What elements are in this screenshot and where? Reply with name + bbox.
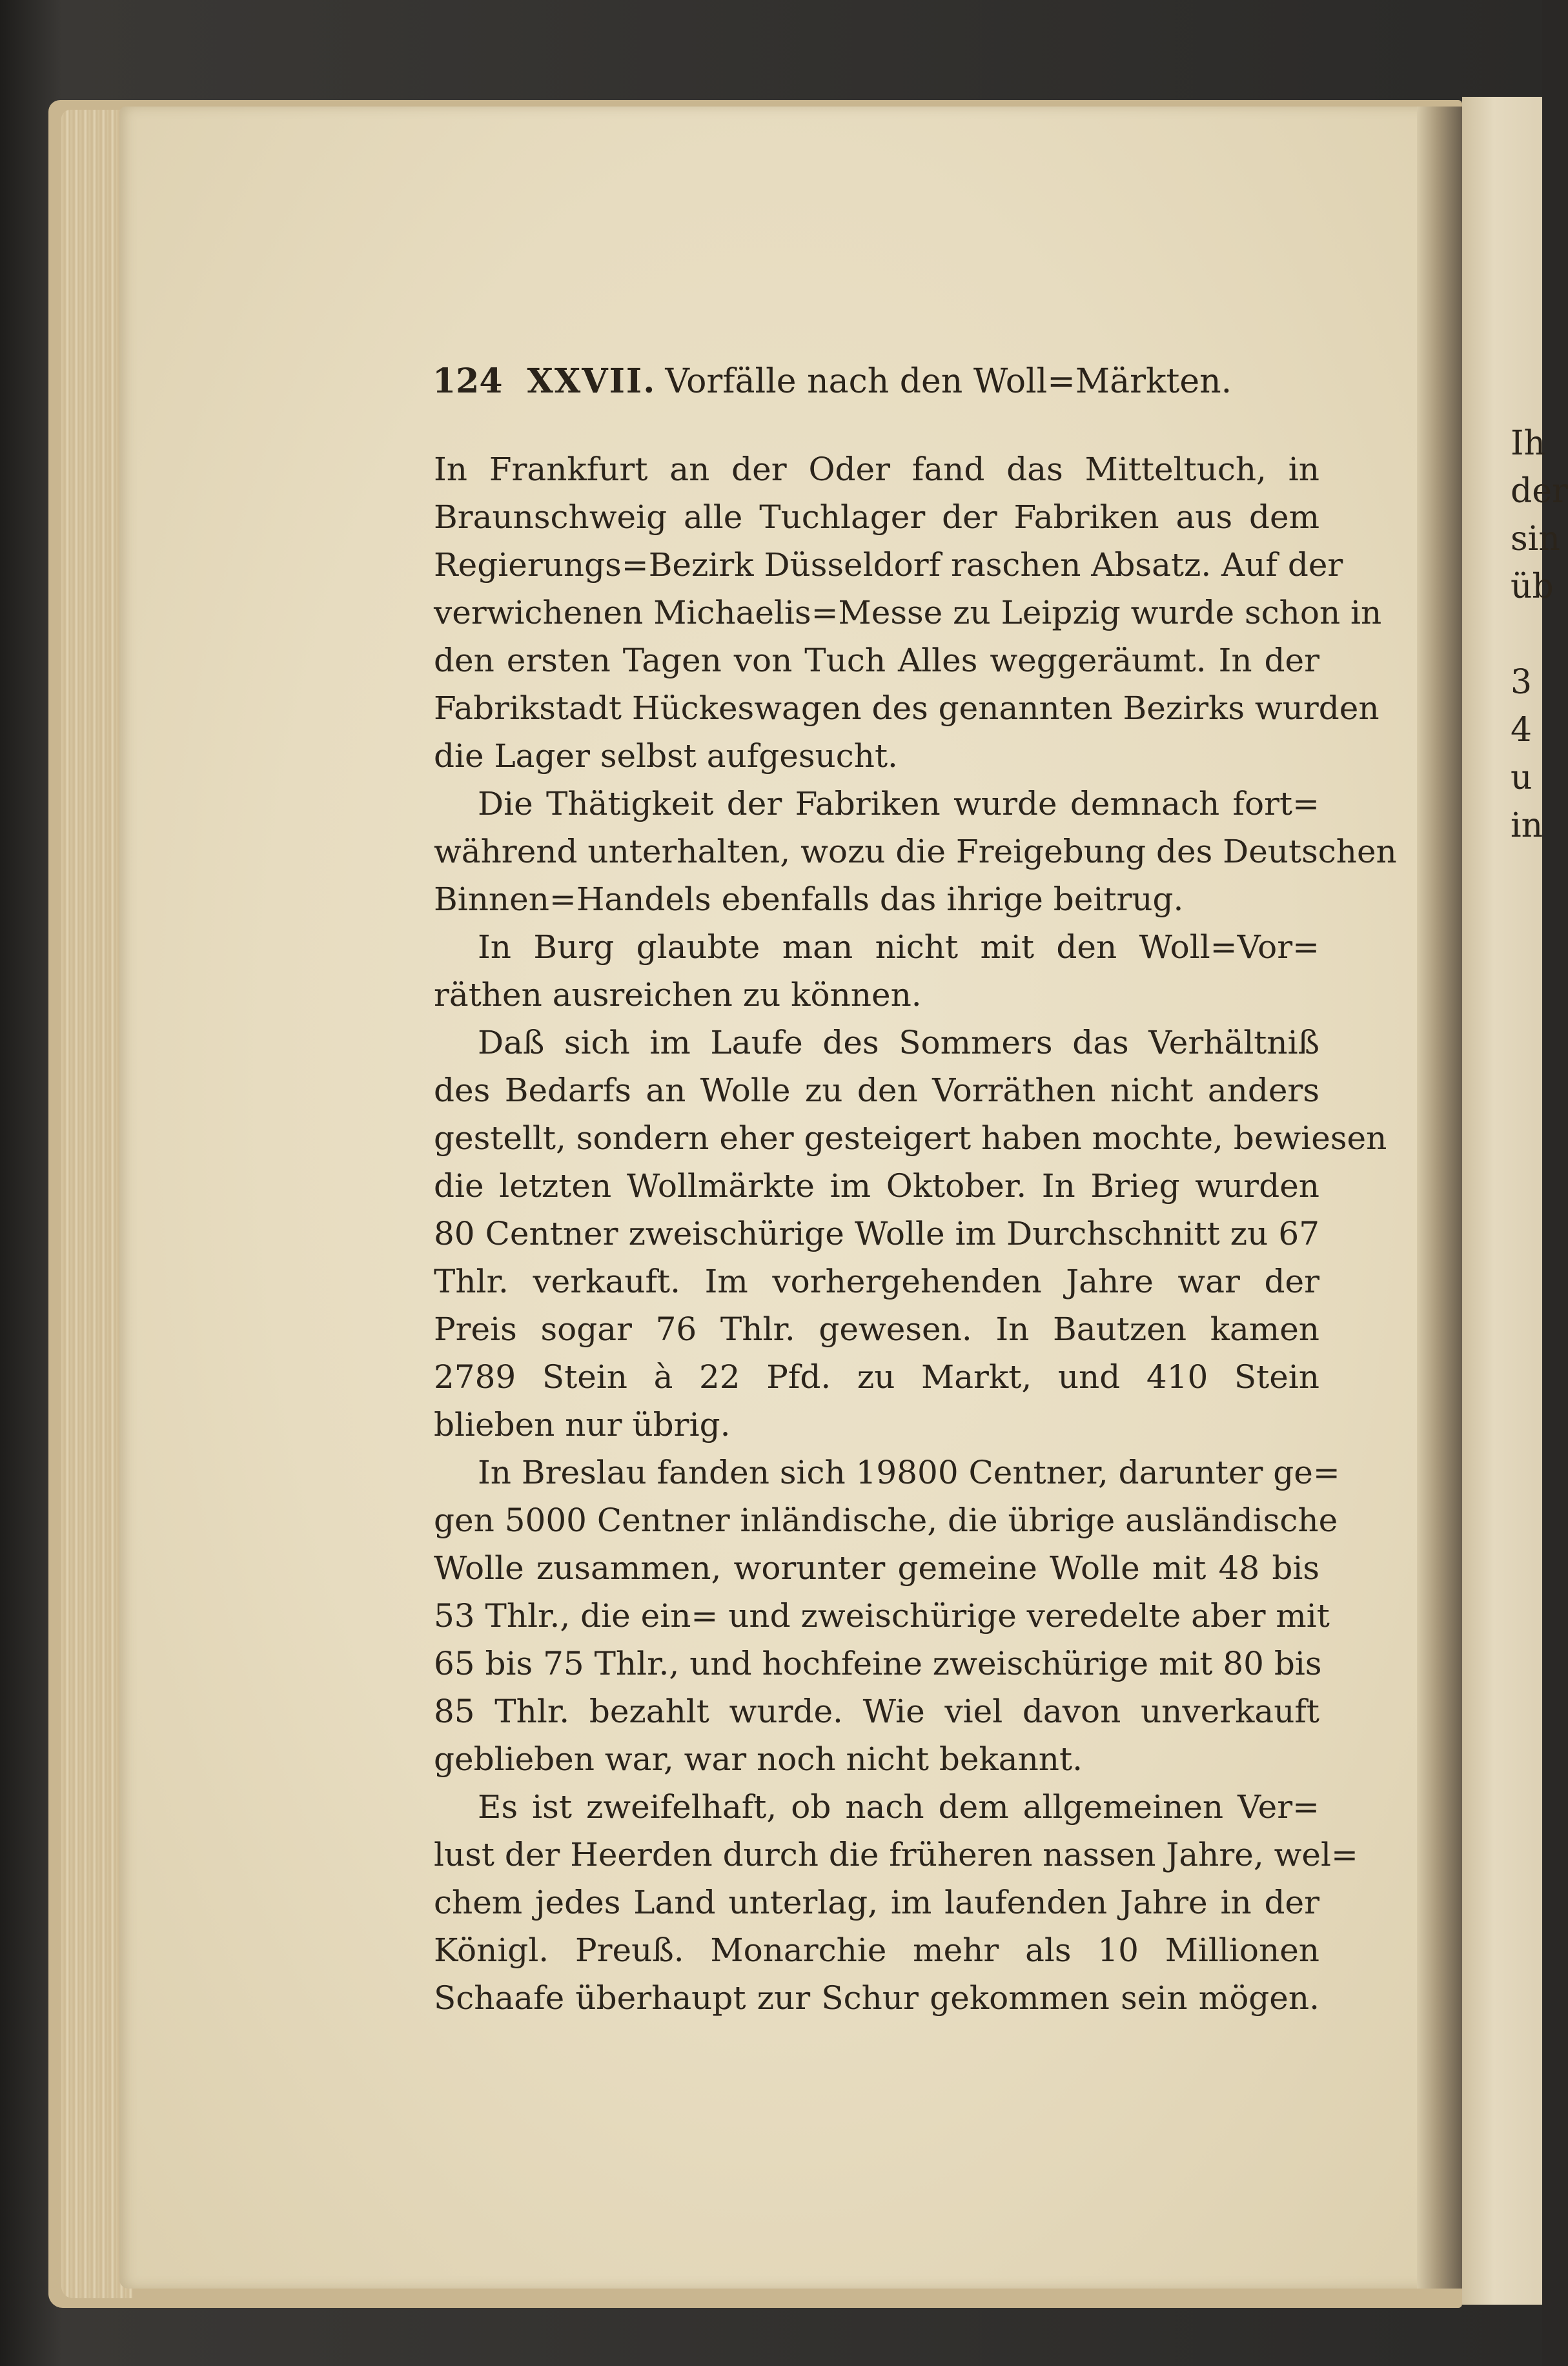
facing-fragment: u [1511, 759, 1532, 797]
text-line: 80 Centner zweischürige Wolle im Durchschnitt zu 67 [434, 1215, 1319, 1252]
text-line: verwichenen Michaelis=Messe zu Leipzig wurde schon in [434, 594, 1382, 631]
text-line: blieben nur übrig. [434, 1406, 731, 1443]
text-line: Regierungs=Bezirk Düsseldorf raschen Absatz. Auf der [434, 546, 1343, 584]
text-line: In Breslau fanden sich 19800 Centner, darunter ge= [478, 1454, 1340, 1491]
text-line: Königl. Preuß. Monarchie mehr als 10 Millionen [434, 1932, 1319, 1969]
text-line: die Lager selbst aufgesucht. [434, 737, 898, 775]
text-line: gen 5000 Centner inländische, die übrige ausländische [434, 1502, 1338, 1539]
text-line: Preis sogar 76 Thlr. gewesen. In Bautzen kamen [434, 1310, 1319, 1348]
facing-fragment: 3 [1511, 663, 1532, 702]
book-gutter [1417, 107, 1462, 2289]
text-line: den ersten Tagen von Tuch Alles weggeräumt. In der [434, 642, 1319, 679]
text-line: Die Thätigkeit der Fabriken wurde demnach fort= [478, 785, 1319, 822]
facing-fragment: Ih [1511, 424, 1546, 463]
text-line: räthen ausreichen zu können. [434, 976, 922, 1014]
text-line: Thlr. verkauft. Im vorhergehenden Jahre war der [434, 1263, 1319, 1300]
text-line: Braunschweig alle Tuchlager der Fabriken aus dem [434, 498, 1319, 536]
text-line: Es ist zweifelhaft, ob nach dem allgemeinen Ver= [478, 1788, 1319, 1826]
text-line: chem jedes Land unterlag, im laufenden Jahre in der [434, 1884, 1319, 1921]
text-line: während unterhalten, wozu die Freigebung des Deutschen [434, 833, 1397, 870]
text-line: Schaafe überhaupt zur Schur gekommen sein mögen. [434, 1979, 1319, 2017]
running-title: Vorfälle nach den Woll=Märkten. [665, 362, 1232, 401]
facing-fragment: der [1511, 472, 1568, 511]
text-line: des Bedarfs an Wolle zu den Vorräthen nicht anders [434, 1072, 1319, 1109]
facing-fragment [1511, 611, 1542, 658]
facing-fragment: in [1511, 806, 1543, 845]
text-line: Fabrikstadt Hückeswagen des genannten Bezirks wurden [434, 689, 1380, 727]
text-line: In Frankfurt an der Oder fand das Mitteltuch, in [434, 451, 1319, 488]
text-line: 85 Thlr. bezahlt wurde. Wie viel davon unverkauft [434, 1693, 1319, 1730]
running-header [433, 362, 1336, 401]
facing-page-text [1511, 420, 1568, 850]
text-line: gestellt, sondern eher gesteigert haben mochte, bewiesen [434, 1119, 1387, 1157]
text-line: Daß sich im Laufe des Sommers das Verhältniß [478, 1024, 1319, 1061]
page-number: 124 [433, 362, 503, 401]
body-text [434, 445, 1397, 2022]
facing-fragment: 4 [1511, 711, 1532, 750]
facing-fragment: sin [1511, 520, 1560, 558]
text-line: 53 Thlr., die ein= und zweischürige veredelte aber mit [434, 1597, 1330, 1635]
text-line: 65 bis 75 Thlr., und hochfeine zweischürige mit 80 bis [434, 1645, 1322, 1682]
text-line: 2789 Stein à 22 Pfd. zu Markt, und 410 Stein [434, 1358, 1319, 1396]
facing-fragment: üb [1511, 567, 1554, 606]
text-line: In Burg glaubte man nicht mit den Woll=Vor= [478, 928, 1319, 966]
text-line: Wolle zusammen, worunter gemeine Wolle mit 48 bis [434, 1549, 1319, 1587]
text-line: geblieben war, war noch nicht bekannt. [434, 1740, 1083, 1778]
text-line: die letzten Wollmärkte im Oktober. In Brieg wurden [434, 1167, 1319, 1205]
text-line: lust der Heerden durch die früheren nassen Jahre, wel= [434, 1836, 1358, 1873]
text-line: Binnen=Handels ebenfalls das ihrige beitrug. [434, 881, 1184, 918]
chapter-number: XXVII. [527, 362, 657, 401]
